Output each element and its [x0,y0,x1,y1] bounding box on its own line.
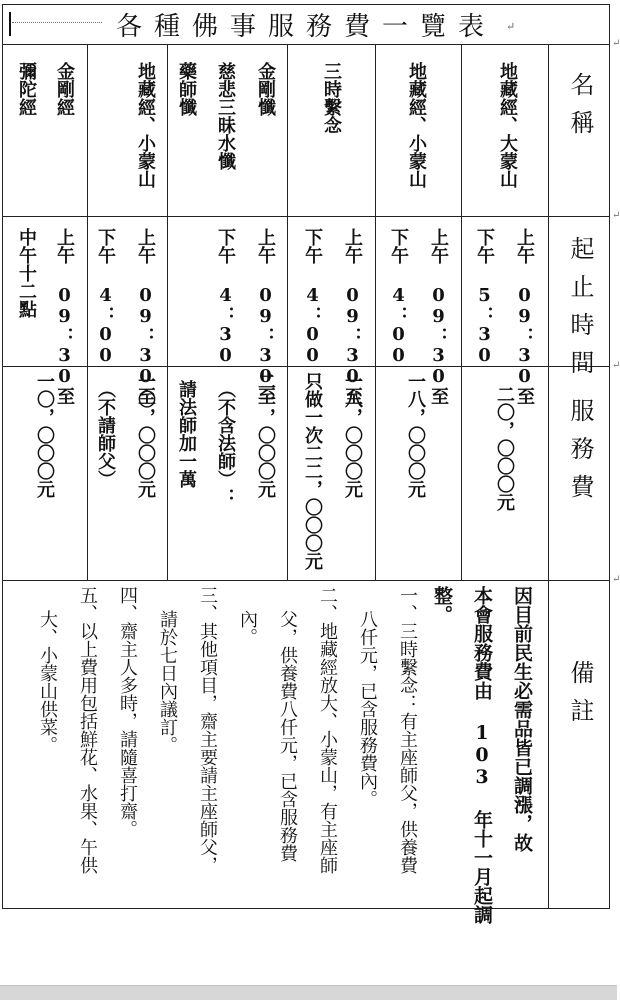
header-time: 起止時間 [566,236,594,388]
margin-mark-icon-2: ↵ [612,210,620,221]
row6-name: 金剛經 [54,62,75,116]
note-intro-3: 整。 [431,586,453,624]
table-line-col5 [87,44,88,580]
note-4: 四、齋主人多時，請隨喜打齋。 [117,586,138,838]
row2-name: 地藏經、小蒙山 [406,62,427,188]
row5-time-start: 上午 09：30至 [135,228,156,405]
margin-mark-icon: ↵ [612,38,620,49]
row5-time-end: 下午 4：00 [95,228,116,366]
note-1b: 八仟元，已含服務費內。 [357,610,378,808]
row4-fee-extra2: 請法師加一萬 [176,380,197,488]
row1-name: 地藏經、大蒙山 [497,62,518,188]
row4-time-start: 上午 09：30至 [255,228,276,405]
row6-name2: 彌陀經 [16,62,37,116]
note-3b: 請於七日內議訂。 [157,610,178,754]
row6-fee: 一〇，〇〇〇元 [34,372,55,498]
table-line-fee [2,580,610,581]
row3-name: 三時繫念 [321,62,342,134]
row4-name3: 藥師懺 [176,62,197,116]
row3-time-end: 下午 4：00 [302,228,323,366]
table-line-col4 [167,44,168,580]
row1-time-start: 上午 09：30至 [514,228,535,405]
row4-fee: 二一，〇〇〇元 [255,372,276,498]
document-title: 各種佛事服務費一覽表 [115,11,496,42]
row1-fee: 二〇，〇〇〇元 [494,385,515,511]
table-line-col3 [287,44,288,580]
note-2a: 二、地藏經放大、小蒙山，有主座師 [317,586,338,874]
note-2c: 內。 [237,610,258,646]
row3-fee: 一八，〇〇〇元 [342,372,363,498]
window-bottom-bar [0,985,617,1000]
row6-time-start: 上午 09：30至 [54,228,75,405]
row5-fee-extra: （不請師父） [95,380,116,488]
header-note: 備註 [566,660,594,736]
margin-mark-icon-4: ↵ [612,574,620,585]
note-1a: 一、三時繫念：有主座師父，供養費 [397,586,418,874]
note-2b: 父，供養費八仟元，已含服務費 [277,610,298,862]
row4-name2: 慈悲三昧水懺 [215,62,236,170]
note-3a: 三、其他項目，齋主要請主座師父， [197,586,218,874]
margin-mark-icon-3: ↵ [612,360,620,371]
note-intro-1: 因目前民生必需品皆已調漲，故 [511,586,533,852]
note-5b: 大、小蒙山供菜。 [37,610,58,754]
table-line-title [2,44,610,45]
row5-name: 地藏經、小蒙山 [135,62,156,188]
row4-time-end: 下午 4：30 [215,228,236,366]
row2-time-end: 下午 4：00 [388,228,409,366]
table-line-header-col [548,44,549,908]
row2-time-start: 上午 09：30至 [428,228,449,405]
row6-time-end: 中午十二點 [16,228,37,318]
row4-name: 金剛懺 [255,62,276,116]
row1-time-end: 下午 5：30 [474,228,495,366]
row2-fee: 一八，〇〇〇元 [405,372,426,498]
header-fee: 服務費 [566,398,594,512]
note-intro-2: 本會服務費由 103 年十一月起調 [471,586,493,924]
row4-fee-extra: （不含法師）： [215,380,236,506]
row3-fee-extra: 只做一次二二，〇〇〇元 [302,372,323,570]
table-line-col1 [461,44,462,580]
row3-time-start: 上午 09：30至 [342,228,363,405]
header-name: 名稱 [566,72,594,148]
table-line-name [2,216,610,217]
row5-fee: 一〇，〇〇〇元 [135,372,156,498]
note-5a: 五、以上費用包括鮮花、水果、午供 [77,586,98,874]
paragraph-mark-icon: ↵ [506,20,516,33]
table-line-col2 [375,44,376,580]
